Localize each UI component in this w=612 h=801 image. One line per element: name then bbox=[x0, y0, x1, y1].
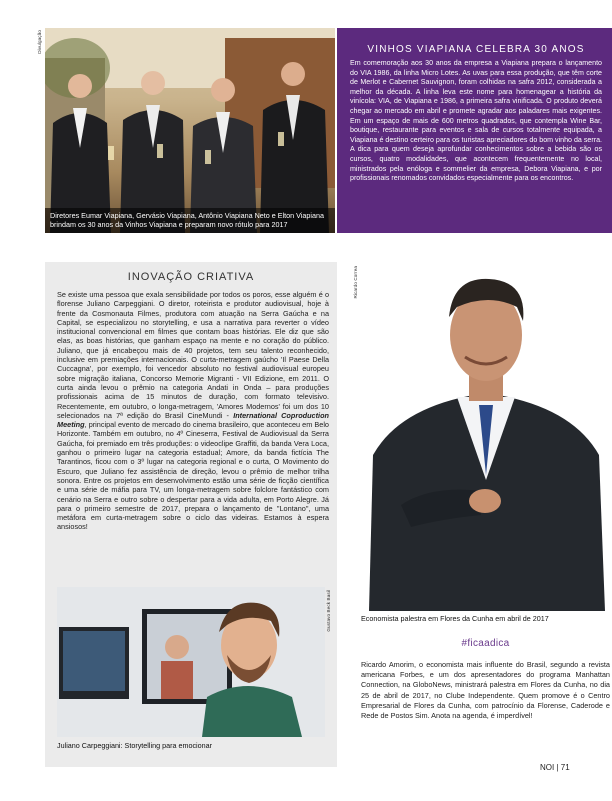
directors-photo-caption: Diretores Eumar Viapiana, Gervásio Viapiana, Antônio Viapiana Neto e Elton Viapiana brindam os 30 anos da Vinhos Viapiana e preparam novo rótulo para 2017 bbox=[45, 208, 335, 233]
photo-credit-economist: Ricardo Correa bbox=[353, 266, 358, 299]
juliano-photo-caption: Juliano Carpeggiani: Storytelling para emocionar bbox=[57, 741, 213, 750]
economist-article-body: Ricardo Amorim, o economista mais influente do Brasil, segundo a revista americana Forbes, e um dos apresentadores do programa Manhattan Connection, na GloboNews, ministrará palestra em Flores da Cunha, no dia 25 de abril de 2017, no Clube Independente. Quem promove é o Centro Empresarial de Flores da Cunha, com patrocínio da Florense, Caderode e Rede de Postos Sim. Anota na agenda, é imperdível! bbox=[361, 660, 610, 721]
innovation-body-part1: Se existe uma pessoa que exala sensibilidade por todos os poros, esse alguém é o florense Juliano Carpeggiani. O diretor, roteirista e produtor audiovisual, hoje à frente da Cosmonauta Filmes, produtora com atuação na Serra Gaúcha e na Capital, se especializou no storytelling, e usa a narrativa para reverter o vídeo institucional convencional em filmes que contam boas histórias. Ele diz que são elas, as boas histórias, que ganham espaço na mente e no coração do público. Juliano, que já encabeçou mais de 40 projetos, tem seu talento reconhecido, inclusive em premiações internacionais. O curta-metragem gaúcho 'Il Paese Della Cuccagna', por exemplo, foi vencedor absoluto no festival audiovisual europeu sobre migração italiana, Concorso Memorie Migranti - VII Edizione, em 2011. O curta ainda levou o prêmio na categoria Andati in Onda – para produções profissionais acima de 15 minutos de duração, com formato televisivo. Recentemente, em outubro, o longa-metragem, 'Amores Modernos' foi um dos 10 selecionados na 7ª edição do Brasil CineMundi - bbox=[57, 290, 329, 420]
economist-photo-caption: Economista palestra em Flores da Cunha em abril de 2017 bbox=[361, 614, 549, 623]
viapiana-article-box bbox=[337, 28, 612, 233]
viapiana-article-title: VINHOS VIAPIANA CELEBRA 30 ANOS bbox=[367, 44, 585, 55]
innovation-article-title: INOVAÇÃO CRIATIVA bbox=[127, 271, 255, 283]
photo-credit-top: Divulgação bbox=[37, 30, 42, 54]
economist-photo bbox=[361, 265, 610, 611]
directors-photo bbox=[45, 28, 335, 233]
photo-credit-juliano: Gustavo Beck Basil bbox=[326, 590, 331, 632]
hashtag-heading: #ficaadica bbox=[461, 638, 510, 649]
page-number: NOI | 71 bbox=[540, 763, 570, 772]
innovation-body-italic: International Coproduction Meeting bbox=[57, 410, 329, 430]
viapiana-article-body: Em comemoração aos 30 anos da empresa a Viapiana prepara o lançamento do VIA 1986, da linha Micro Lotes. As uvas para essa produção, que têm corte de Merlot e Cabernet Sauvignon, foram colhidas na safra 2012, considerada a melhor da década. A linha leva este nome para homenagear a história da vinícola: VIA, de Viapiana e 1986, a primeira safra vinificada. O produto deverá chegar ao mercado em abril e promete agradar aos paladares mais exigentes. Em um espaço de mais de 600 metros quadrados, que contempla Wine Bar, boutique, restaurante para eventos e sala de cursos totalmente equipada, a Viapiana é destino certeiro para os turistas apreciadores do bom vinho da serra. A dica para quem deseja aprofundar conhecimentos sobre a bebida são os cursos, quatro modalidades, que acontecem frequentemente no local, ministrados pela enóloga e sommelier da empresa, Debora Viapiana, e por profissionais renomados convidados especialmente para os encontros. bbox=[350, 59, 602, 183]
innovation-article-body bbox=[57, 290, 329, 532]
innovation-body-part2: , principal evento de mercado do cinema brasileiro, que aconteceu em Belo Horizonte. Também em outubro, no 4º Cineserra, Festival de Audiovisual da Serra Gaúcha, foi premiado em três produções: o videoclipe Graffiti, da banda Vera Loca, ganhou o primeiro lugar na categoria estadual; Amore, da banda fictícia The Tarantinos, ficou com o 3º lugar na categoria regional e o curta, O Movimento do Escuro, que Juliano fez assistência de direção, levou o prêmio de melhor trilha sonora. Entre os projetos em desenvolvimento estão uma série de ficção científica e uma série de máfia para TV, um longa-metragem sobre folclore fantástico com cenário na Serra e outro sobre o despertar para a vida adulta, em Porto Alegre. Já para o primeiro semestre de 2017, prepara o lançamento de "Lontano", uma metáfora em curta-metragem sobre o ciclo das videiras. Estamos à espera ansiosos! bbox=[57, 420, 329, 532]
juliano-photo bbox=[57, 587, 325, 737]
